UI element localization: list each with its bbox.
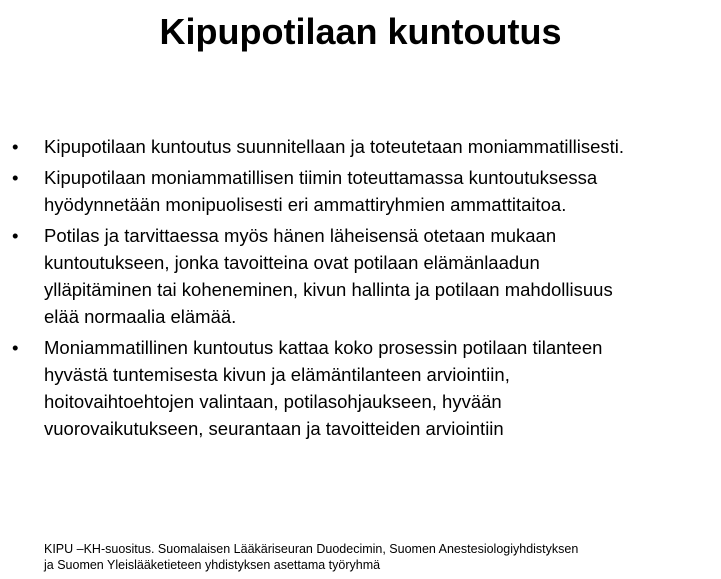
bullet-icon: • — [12, 225, 19, 246]
bullet-item-1 — [8, 133, 718, 160]
footnote-line-1: KIPU –KH-suositus. Suomalaisen Lääkäriseuran Duodecimin, Suomen Anestesiologiyhdistyksen — [44, 542, 579, 556]
bullet-item-3 — [8, 222, 718, 330]
bullet-item-4 — [8, 334, 718, 442]
bullet-line: hyödynnetään monipuolisesti eri ammattiryhmien ammattitaitoa. — [44, 194, 567, 215]
source-footnote — [44, 541, 714, 573]
bullet-line: hoitovaihtoehtojen valintaan, potilasohjaukseen, hyvään — [44, 391, 502, 412]
bullet-list — [8, 133, 718, 446]
bullet-line: vuorovaikutukseen, seurantaan ja tavoitteiden arviointiin — [44, 418, 504, 439]
bullet-line: Moniammatillinen kuntoutus kattaa koko prosessin potilaan tilanteen — [44, 337, 603, 358]
bullet-text-2 — [44, 164, 718, 218]
bullet-icon: • — [12, 136, 19, 157]
bullet-text-3 — [44, 222, 718, 330]
slide-title: Kipupotilaan kuntoutus — [159, 11, 562, 52]
bullet-text-1 — [44, 133, 718, 160]
bullet-line: ylläpitäminen tai koheneminen, kivun hallinta ja potilaan mahdollisuus — [44, 279, 613, 300]
bullet-item-2 — [8, 164, 718, 218]
footnote-line-2: ja Suomen Yleislääketieteen yhdistyksen asettama työryhmä — [44, 558, 381, 572]
bullet-line: hyvästä tuntemisesta kivun ja elämäntilanteen arviointiin, — [44, 364, 510, 385]
bullet-text-4 — [44, 334, 718, 442]
bullet-icon: • — [12, 167, 19, 188]
bullet-line: elää normaalia elämää. — [44, 306, 237, 327]
bullet-line: Kipupotilaan moniammatillisen tiimin toteuttamassa kuntoutuksessa — [44, 167, 598, 188]
bullet-line: Potilas ja tarvittaessa myös hänen läheisensä otetaan mukaan — [44, 225, 557, 246]
bullet-line: Kipupotilaan kuntoutus suunnitellaan ja toteutetaan moniammatillisesti. — [44, 136, 625, 157]
bullet-line: kuntoutukseen, jonka tavoitteina ovat potilaan elämänlaadun — [44, 252, 540, 273]
bullet-icon: • — [12, 337, 19, 358]
